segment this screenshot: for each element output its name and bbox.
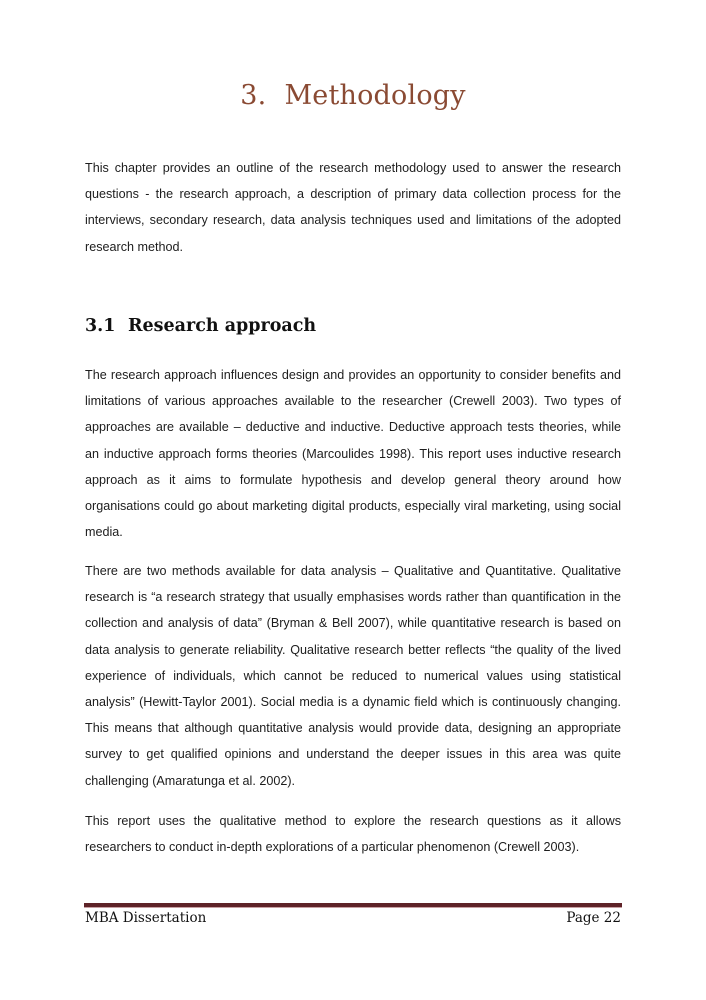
chapter-title: [0, 80, 706, 111]
section-heading: [85, 316, 316, 336]
paragraph-research-approach: The research approach influences design and provides an opportunity to consider benefits and limitations of various approaches available to the researcher (Crewell 2003). Two types of approaches are available – deductive and inductive. Deductive approach tests theories, while an inductive approach forms theories (Marcoulides 1998). This report uses inductive research approach as it aims to formulate hypothesis and develop general theory around how organisations could go about marketing digital products, especially viral marketing, using social media.: [85, 368, 621, 540]
section-number: 3.1: [85, 316, 116, 336]
footer-divider: [84, 903, 622, 908]
chapter-title-text: Methodology: [284, 80, 466, 111]
chapter-intro-paragraph: This chapter provides an outline of the research methodology used to answer the research questions - the research approach, a description of primary data collection process for the interviews, secondary research, data analysis techniques used and limitations of the adopted research method.: [85, 161, 621, 254]
paragraph-analysis-methods: There are two methods available for data analysis – Qualitative and Quantitative. Qualitative research is “a research strategy that usually emphasises words rather than quantification in the collection and analysis of data” (Bryman & Bell 2007), while quantitative research is based on data analysis to generate reliability. Qualitative research better reflects “the quality of the lived experience of individuals, which cannot be reduced to numerical values using statistical analysis” (Hewitt-Taylor 2001). Social media is a dynamic field which is continuously changing. This means that although quantitative analysis would provide data, designing an appropriate survey to get qualified opinions and understand the deeper issues in this area was quite challenging (Amaratunga et al. 2002).: [85, 564, 621, 788]
paragraph-qualitative-choice: This report uses the qualitative method to explore the research questions as it allows researchers to conduct in-depth explorations of a particular phenomenon (Crewell 2003).: [85, 814, 621, 855]
chapter-number: 3.: [240, 80, 267, 111]
footer-page-number: Page 22: [566, 910, 621, 926]
section-title: Research approach: [128, 316, 317, 336]
footer-document-title: MBA Dissertation: [85, 910, 207, 926]
